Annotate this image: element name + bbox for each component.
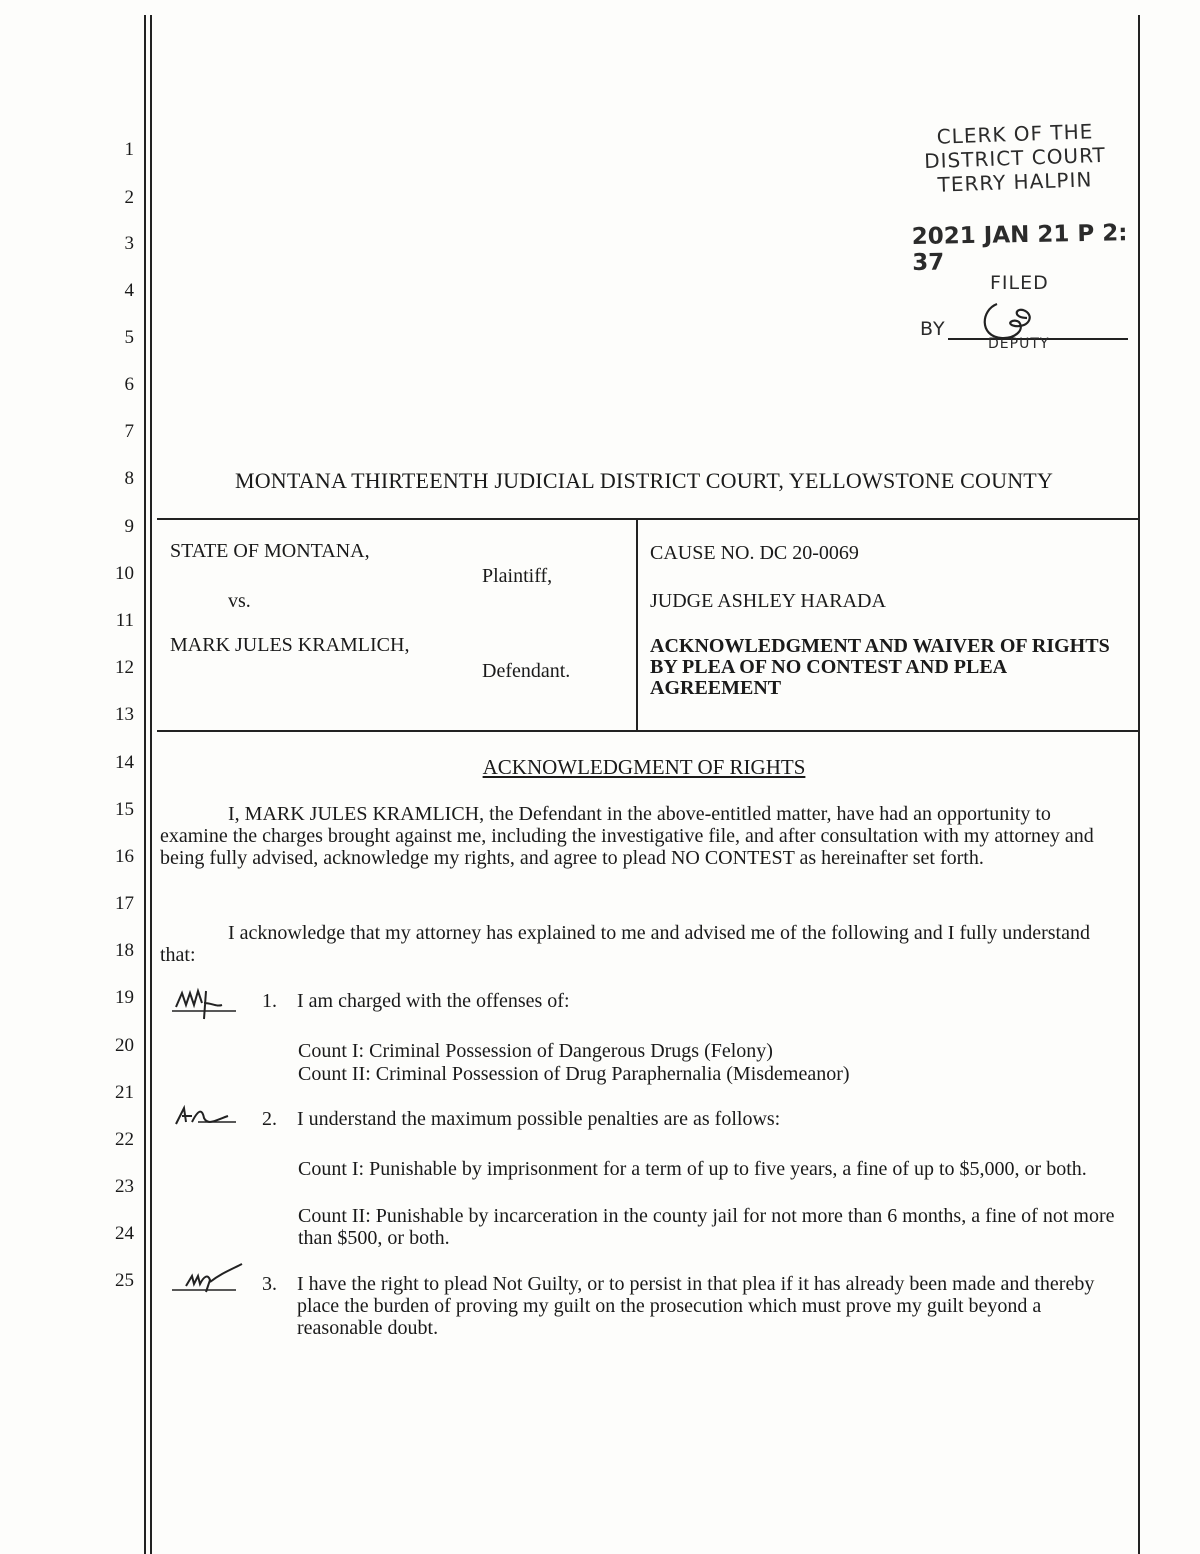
plaintiff-role: Plaintiff,: [482, 565, 553, 587]
line-number: 7: [124, 421, 134, 442]
line-number: 11: [115, 610, 134, 631]
line-number: 16: [115, 846, 134, 867]
line-number: 3: [124, 233, 134, 254]
line-number: 19: [115, 987, 134, 1008]
stamp-line-name: TERRY HALPIN: [937, 167, 1093, 197]
item-2-number: 2.: [262, 1108, 277, 1130]
line-number: 18: [115, 940, 134, 961]
item-2-penalty-1: Count I: Punishable by imprisonment for a term of up to five years, a fine of up to $5,000, or both.: [298, 1158, 1087, 1180]
left-margin-rule-inner: [150, 15, 152, 1554]
document-title: ACKNOWLEDGMENT AND WAIVER OF RIGHTS BY PLEA OF NO CONTEST AND PLEA AGREEMENT: [650, 635, 1110, 699]
deputy-signature-icon: [975, 296, 1055, 346]
line-number: 15: [115, 799, 134, 820]
section-heading: ACKNOWLEDGMENT OF RIGHTS: [482, 755, 806, 779]
line-number: 12: [115, 657, 134, 678]
initials-signature-icon: [166, 1262, 246, 1302]
item-1-count-1: Count I: Criminal Possession of Dangerous Drugs (Felony): [298, 1040, 773, 1062]
line-number: 20: [115, 1035, 134, 1056]
item-3-text: I have the right to plead Not Guilty, or to persist in that plea if it has already been made and thereby place the burden of proving my guilt on the prosecution which must prove my guilt beyond a reasonable doubt.: [297, 1273, 1095, 1339]
line-number: 14: [115, 752, 134, 773]
caption-divider: [636, 519, 638, 731]
line-number: 17: [115, 893, 134, 914]
initials-signature-icon: [168, 985, 240, 1023]
item-1-number: 1.: [262, 990, 277, 1012]
line-number: 10: [115, 563, 134, 584]
cause-number: CAUSE NO. DC 20-0069: [650, 542, 859, 564]
line-number: 6: [124, 374, 134, 395]
paragraph-advisement: I acknowledge that my attorney has explained to me and advised me of the following and I fully understand that:: [160, 922, 1090, 966]
item-3-number: 3.: [262, 1273, 277, 1295]
defendant-name: MARK JULES KRAMLICH,: [170, 634, 410, 656]
item-1-count-2: Count II: Criminal Possession of Drug Paraphernalia (Misdemeanor): [298, 1063, 850, 1085]
item-2-text: I understand the maximum possible penalties are as follows:: [297, 1108, 781, 1130]
line-number: 25: [115, 1270, 134, 1291]
plaintiff-name: STATE OF MONTANA,: [170, 540, 370, 562]
line-number: 22: [115, 1129, 134, 1150]
item-1-text: I am charged with the offenses of:: [297, 990, 570, 1012]
line-number: 23: [115, 1176, 134, 1197]
caption-bottom-rule: [157, 730, 1140, 732]
paragraph-acknowledgment: I, MARK JULES KRAMLICH, the Defendant in the above-entitled matter, have had an opportunity to examine the charges brought against me, including the investigative file, and after consultation with my attorney and being fully advised, acknowledge my rights, and agree to plead NO CONTEST as hereinafter set forth.: [160, 803, 1094, 869]
line-number: 24: [115, 1223, 134, 1244]
stamp-line-clerk: CLERK OF THE: [936, 119, 1094, 149]
initials-signature-icon: [168, 1100, 240, 1134]
line-number: 2: [124, 187, 134, 208]
line-number: 21: [115, 1082, 134, 1103]
court-title: MONTANA THIRTEENTH JUDICIAL DISTRICT COURT, YELLOWSTONE COUNTY: [234, 468, 1054, 493]
stamp-filed: FILED: [990, 272, 1049, 294]
stamp-date-time: 2021 JAN 21 P 2: 37: [911, 220, 1128, 277]
item-2-penalty-2: Count II: Punishable by incarceration in the county jail for not more than 6 months, a fine of not more than $500, or both.: [298, 1205, 1115, 1249]
line-number: 1: [124, 139, 134, 160]
line-number: 5: [124, 327, 134, 348]
versus: vs.: [228, 590, 251, 612]
line-number: 8: [124, 468, 134, 489]
stamp-deputy: DEPUTY: [988, 336, 1050, 352]
defendant-role: Defendant.: [482, 660, 571, 682]
stamp-line-court: DISTRICT COURT: [923, 142, 1107, 174]
left-margin-rule-outer: [144, 15, 146, 1554]
caption-top-rule: [157, 518, 1140, 520]
line-number: 9: [124, 516, 134, 537]
line-number: 4: [124, 280, 134, 301]
stamp-by: BY: [920, 318, 946, 340]
judge-name: JUDGE ASHLEY HARADA: [650, 590, 886, 612]
line-number: 13: [115, 704, 134, 725]
